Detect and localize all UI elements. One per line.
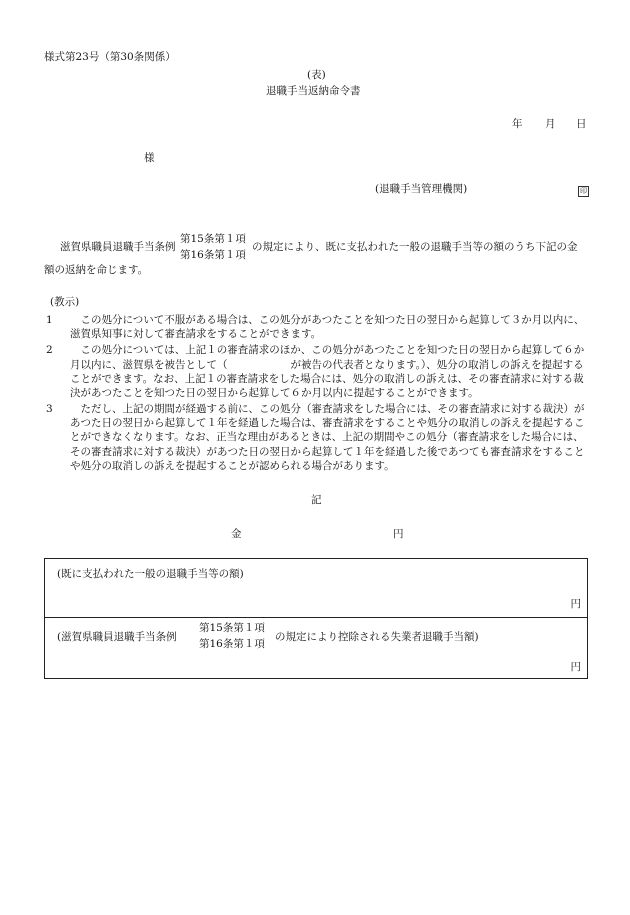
body-article-15: 第15条第１項 <box>180 233 246 245</box>
notice-item-number: 2 <box>46 344 53 357</box>
date-year: 年 <box>512 118 523 130</box>
body-line2: 額の返納を命じます。 <box>44 264 149 276</box>
deduction-suffix: の規定により控除される失業者退職手当額) <box>275 631 479 643</box>
amount-unit: 円 <box>393 528 404 540</box>
notice-item-text: ただし、上記の期間が経過する前に、この処分（審査請求をした場合には、その審査請求に対する裁決）があつた日の翌日から起算して１年を経過した場合は、審査請求をすることや処分の取消しの訴えを提起することができなくなります。なお、正当な理由があるときは、上記の期間やこの処分（審査請求をした場合には、その審査請求に対する裁決）があつた日の翌日から起算して１年を経過した後であつても審査請求をすることや処分の取消しの訴えを提起することが認められる場合があります。 <box>70 403 585 472</box>
table-row-paid <box>45 559 587 617</box>
amount-label: 金 <box>231 528 242 540</box>
amount-table <box>44 558 588 679</box>
notice-item <box>44 343 590 400</box>
deduction-ordinance-name: (滋賀県職員退職手当条例 <box>57 631 177 643</box>
paid-amount-label: (既に支払われた一般の退職手当等の額) <box>57 568 244 580</box>
deduction-article-16: 第16条第１項 <box>199 638 265 650</box>
ki-mark: 記 <box>311 494 322 506</box>
notice-item-text: この処分については、上記１の審査請求のほか、この処分があつたことを知つた日の翌日から起算して６か月以内に、滋賀県を被告として（ が被告の代表者となります。）、処分の取消しの訴えを提起することができます。なお、上記１の審査請求をした場合には、処分の取消しの訴えは、その審査請求に対する裁決があつたことを知つた日の翌日から起算して６か月以内に提起することができます。 <box>70 344 585 399</box>
notice-item-text: この処分について不服がある場合は、この処分があつたことを知つた日の翌日から起算して３か月以内に、滋賀県知事に対して審査請求をすることができます。 <box>70 314 585 341</box>
seal-mark <box>578 183 589 197</box>
notice-item-number: 1 <box>46 314 53 326</box>
side-indicator: (表) <box>307 69 326 81</box>
notice-item-number: 3 <box>46 403 53 416</box>
table-row-deduction <box>45 617 587 679</box>
body-ordinance-name: 滋賀県職員退職手当条例 <box>60 241 176 253</box>
deduction-unit: 円 <box>570 661 581 673</box>
body-article-16: 第16条第１項 <box>180 249 246 261</box>
date-day: 日 <box>576 118 587 130</box>
notice-heading: (教示) <box>50 296 80 308</box>
notice-item <box>44 402 590 473</box>
seal-char: 印 <box>580 187 587 195</box>
date-month: 月 <box>545 118 556 130</box>
form-number: 様式第23号（第30条関係） <box>44 51 176 63</box>
addressee-suffix: 様 <box>144 152 155 164</box>
deduction-article-15: 第15条第１項 <box>199 622 265 634</box>
issuer-label: (退職手当管理機関) <box>375 183 468 195</box>
document-title: 退職手当返納命令書 <box>266 85 361 97</box>
notice-list <box>44 313 590 473</box>
paid-amount-unit: 円 <box>570 598 581 610</box>
notice-item <box>44 313 590 341</box>
body-suffix: の規定により、既に支払われた一般の退職手当等の額のうち下記の金 <box>252 241 578 253</box>
